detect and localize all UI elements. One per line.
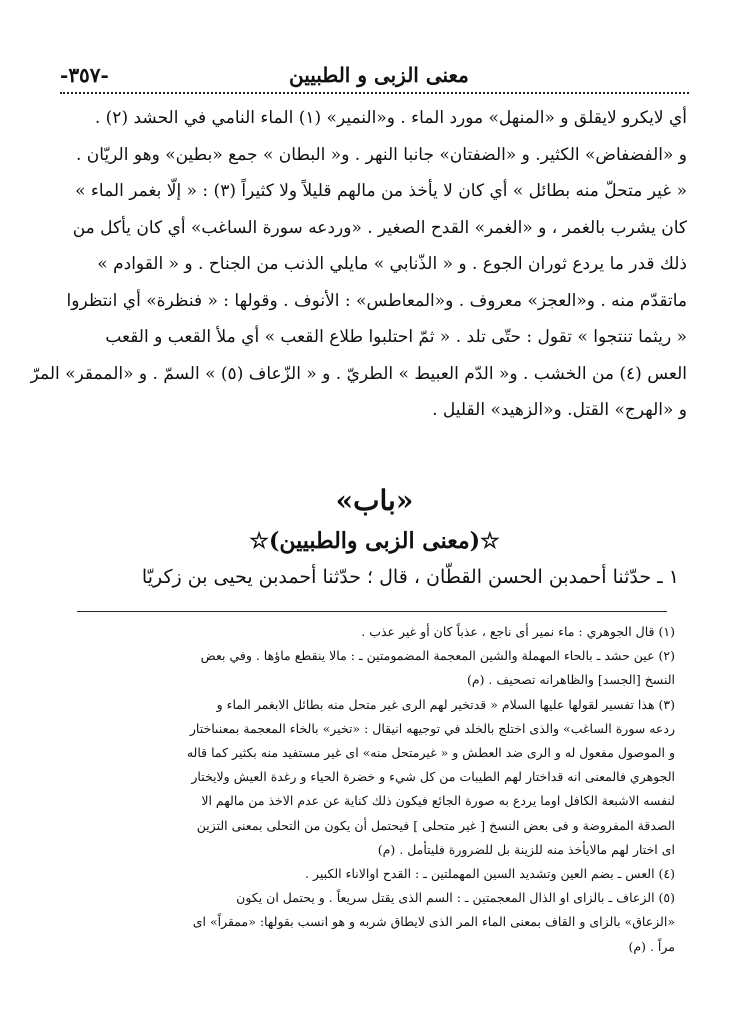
footnote-line: النسخ [الجسد] والظاهرانه تصحيف . (م): [466, 672, 675, 688]
footnote-line: لنفسه الاشبعة الكافل اوما يردع به صورة الجائع فيكون ذلك كناية عن عدم الاخذ من مالهم الا: [201, 793, 675, 809]
text-line: ذلك قدر ما يردع ثوران الجوع . و « الذّنابي » مايلي الذنب من الجناح . و « القوادم »: [97, 254, 687, 274]
chapter-heading: «باب»: [335, 484, 414, 517]
footnote-divider: [77, 611, 667, 612]
text-line: العس (٤) من الخشب . و« الدّم العبيط » الطريّ . و « الزّعاف (٥) » السمّ . و «الممقر» المرّ: [30, 363, 687, 384]
footnote-line: اى اختار لهم مالايأخذ منه للزينة بل للضرورة فليتأمل . (م): [377, 841, 675, 857]
chapter-subtitle: ☆(معنى الزبى والطبيين)☆: [249, 528, 500, 554]
footnote-line: ردعه سورة الساغب» والذى اختلج بالخلد في توجيهه انيقال : «تخير» بالخاء المعجمة بمعنىاختار: [189, 720, 675, 736]
hadith-isnad: ١ ـ حدّثنا أحمدبن الحسن القطّان ، قال ؛ حدّثنا أحمدبن يحيى بن زكريّا: [141, 566, 679, 588]
footnote-line: (٢) عين حشد ـ بالحاء المهملة والشين المعجمة المضمومتين ـ : مالا ينقطع ماؤها . وفي بعض: [200, 648, 675, 664]
text-line: « ريثما تنتجوا » تقول : حتّى تلد . « ثمّ احتلبوا طلاع القعب » أي ملأ القعب و القعب: [105, 327, 687, 347]
text-line: « غير متحلّ منه بطائل » أي كان لا يأخذ من مالهم قليلاً ولا كثيراً (٣) : « إلّا بغمر الماء »: [75, 181, 687, 201]
footnote-line: «الزعاق» بالزاى و القاف بمعنى الماء المر الذى لايطاق شربه و هو انسب بقولها: «ممقراً» اى: [192, 914, 675, 930]
footnote-line: مراً . (م): [628, 938, 675, 954]
text-line: ماتقدّم منه . و«العجز» معروف . و«المعاطس» : الأنوف . وقولها : « فنظرة» أي انتظروا: [66, 290, 687, 311]
footnote-line: و الموصول مفعول له و الرى ضد العطش و « غيرمتحل منه» اى غير مستفيد منه بكثير كما قاله: [186, 745, 675, 761]
text-line: و «الفضفاض» الكثير. و «الضفتان» جانبا النهر . و« البطان » جمع «بطين» وهو الريّان .: [75, 144, 687, 165]
page-header: [60, 58, 689, 92]
header-divider: [60, 92, 689, 94]
main-text: [30, 100, 687, 429]
footnote-line: الجوهري فالمعنى انه قداختار لهم الطيبات من كل شيء و خضرة الحياء و رغدة العيش ولايختار: [191, 769, 675, 785]
running-title: معنى الزبى و الطبيين: [288, 63, 469, 87]
text-line: كان يشرب بالغمر ، و «الغمر» القدح الصغير . «وردعه سورة الساغب» أي كان يأكل من: [72, 217, 687, 238]
footnotes: [60, 620, 675, 959]
text-line: و «الهرج» القتل. و«الزهيد» القليل .: [432, 400, 687, 420]
page-number: -٣٥٧-: [60, 63, 109, 87]
footnote-line: (٤) العس ـ بضم العين وتشديد السين المهملتين ـ : القدح اوالاناء الكبير .: [305, 866, 675, 882]
footnote-line: الصدقة المفروضة و فى بعض النسخ [ غير متحلى ] فيحتمل أن يكون من التحلى بمعنى التزين: [196, 817, 675, 833]
footnote-line: (٥) الزعاف ـ بالزاى او الذال المعجمتين ـ : السم الذى يقتل سريعاً . و يحتمل ان يكون: [236, 890, 675, 906]
footnote-line: (١) قال الجوهري : ماء نمير أى ناجع ، عذباً كان أو غير عذب .: [361, 624, 675, 639]
footnote-line: (٣) هذا تفسير لقولها عليها السلام « قدتخير لهم الرى غير متحل منه بطائل الابغمر الماء و: [216, 696, 675, 712]
text-line: أي لايكرو لايقلق و «المنهل» مورد الماء . و«النمير» (١) الماء النامي في الحشد (٢) .: [94, 108, 687, 128]
